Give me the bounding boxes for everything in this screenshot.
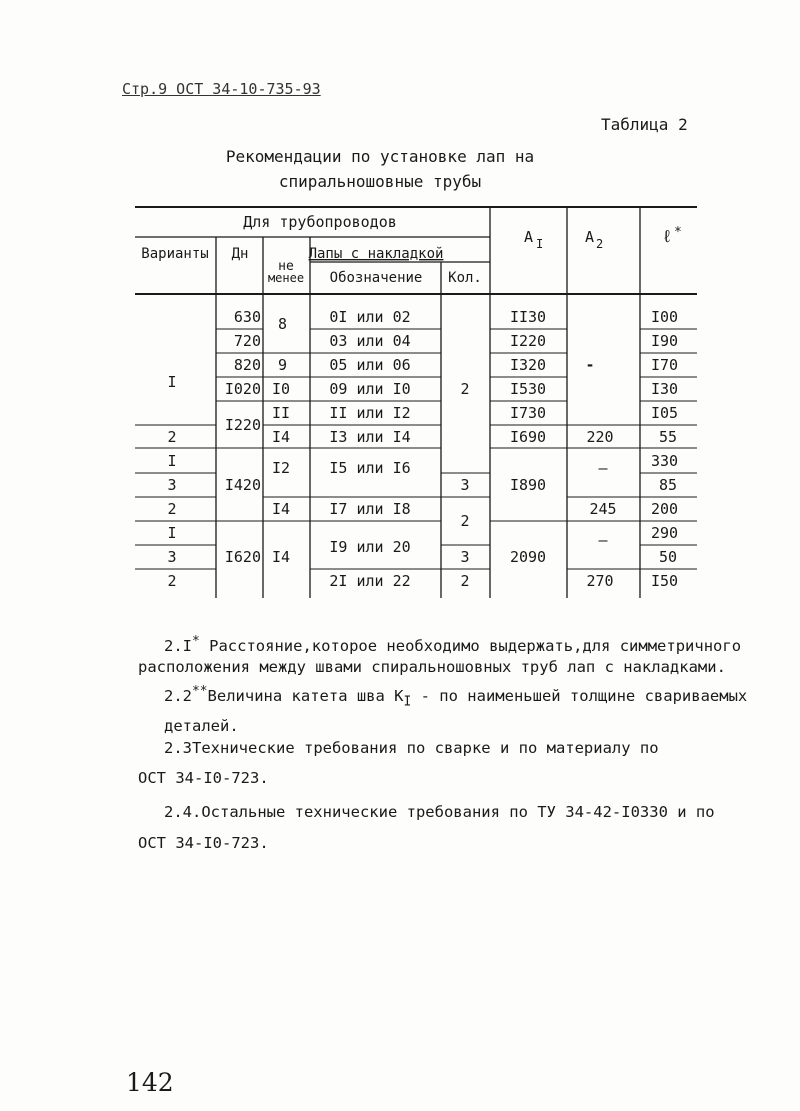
header-dn: Дн	[231, 246, 249, 262]
l-cell: I90	[651, 332, 679, 350]
designation-cell: II или I2	[329, 404, 411, 422]
l-cell: 200	[651, 500, 679, 518]
qty-cell: 3	[460, 476, 470, 494]
l-cell: 290	[651, 524, 679, 542]
designation-cell: I7 или I8	[329, 500, 411, 518]
h-cell: II	[272, 404, 291, 422]
a1-cell: I690	[509, 428, 547, 446]
a1-cell: II30	[509, 308, 547, 326]
l-cell: I70	[651, 356, 679, 374]
dn-cell: I020	[224, 380, 261, 398]
a2-cell: —	[598, 459, 608, 477]
a1-cell: I220	[509, 332, 547, 350]
a1-cell: I320	[509, 356, 547, 374]
note-text: Остальные технические требования по ТУ 34-42-I0330 и по	[201, 803, 715, 821]
header-h-line-1: не	[278, 259, 294, 274]
l-cell: 55	[659, 428, 678, 446]
qty-cell: 3	[460, 548, 470, 566]
l-cell: I50	[651, 572, 679, 590]
variant-cell: I	[167, 524, 177, 542]
header-a2: A	[585, 228, 595, 246]
note-mark: *	[192, 634, 200, 649]
h-cell: I2	[272, 459, 291, 477]
header-h-line-2: менее	[267, 271, 305, 285]
l-cell: I00	[651, 308, 679, 326]
h-cell: I0	[272, 380, 291, 398]
note-number: 2.4.	[164, 803, 202, 821]
header-qty: Кол.	[448, 270, 482, 286]
note-text: Технические требования по сварке и по материалу по	[192, 739, 659, 757]
designation-cell: 03 или 04	[329, 332, 411, 350]
l-cell: 330	[651, 452, 679, 470]
header-variants: Варианты	[141, 246, 209, 262]
l-cell: 50	[659, 548, 678, 566]
dn-cell: I420	[224, 476, 261, 494]
header-a1-subscript: I	[536, 237, 544, 251]
variant-cell: 2	[167, 500, 177, 518]
variant-cell: I	[167, 452, 177, 470]
designation-cell: I9 или 20	[329, 538, 411, 556]
designation-cell: 0I или 02	[329, 308, 411, 326]
dn-cell: 720	[233, 332, 261, 350]
note-2-2	[164, 680, 759, 738]
table-caption-line-1: Рекомендации по установке лап на	[225, 147, 535, 166]
header-l-superscript: *	[674, 225, 682, 240]
note-text: Величина катета шва К	[207, 687, 404, 706]
header-group-label: Для трубопроводов	[243, 213, 397, 231]
note-subscript: I	[403, 694, 412, 710]
a2-cell: 245	[589, 500, 617, 518]
a1-cell: 2090	[509, 548, 547, 566]
a2-cell: 220	[586, 428, 614, 446]
h-cell: I4	[272, 428, 291, 446]
a1-cell: I730	[509, 404, 547, 422]
designation-cell: I5 или I6	[329, 459, 411, 477]
designation-cell: 05 или 06	[329, 356, 411, 374]
note-text: Расстояние,которое необходимо выдержать,для симметричного	[209, 637, 742, 656]
note-2-1-line-1	[164, 630, 741, 658]
note-number: 2.I	[164, 637, 192, 656]
h-cell: 8	[278, 315, 288, 333]
note-2-4-line-2: ОСТ 34-I0-723.	[138, 834, 269, 852]
variant-cell: 3	[167, 548, 177, 566]
designation-cell: 09 или I0	[329, 380, 411, 398]
a2-cell: —	[598, 531, 608, 549]
designation-cell: I3 или I4	[329, 428, 411, 446]
a1-cell: I890	[509, 476, 547, 494]
qty-cell: 2	[460, 572, 470, 590]
note-number: 2.3	[164, 739, 192, 757]
designation-cell: 2I или 22	[329, 572, 411, 590]
header-lugs-with-plate: Лапы с накладкой	[308, 246, 444, 262]
dn-cell: 820	[233, 356, 261, 374]
dn-cell: I220	[224, 416, 261, 434]
variant-cell: 2	[167, 572, 177, 590]
header-a2-subscript: 2	[596, 237, 604, 251]
qty-cell: 2	[460, 512, 470, 530]
note-2-3-line-1	[164, 736, 659, 760]
header-a1: A	[524, 228, 534, 246]
document-header: Стр.9 ОСТ 34-10-735-93	[122, 80, 321, 98]
table-caption-line-2: спиральношовные трубы	[278, 172, 482, 191]
variant-cell: I	[167, 373, 177, 391]
qty-cell: 2	[460, 380, 470, 398]
a2-cell: -	[585, 356, 595, 374]
dn-cell: 630	[233, 308, 261, 326]
page-number: 142	[126, 1068, 174, 1097]
l-cell: 85	[659, 476, 678, 494]
variant-cell: 2	[167, 428, 177, 446]
note-number: 2.2	[164, 687, 192, 706]
dn-cell: I620	[224, 548, 261, 566]
table-label: Таблица 2	[601, 115, 688, 134]
variant-cell: 3	[167, 476, 177, 494]
h-cell: I4	[272, 500, 291, 518]
note-2-3-line-2: ОСТ 34-I0-723.	[138, 769, 269, 787]
a2-cell: 270	[586, 572, 614, 590]
note-mark: **	[192, 684, 208, 699]
header-l: ℓ	[662, 227, 673, 247]
note-2-1-line-2: расположения между швами спиральношовных труб лап с накладками.	[138, 658, 726, 676]
l-cell: I05	[651, 404, 679, 422]
h-cell: 9	[278, 356, 288, 374]
h-cell: I4	[272, 548, 291, 566]
a1-cell: I530	[509, 380, 547, 398]
l-cell: I30	[651, 380, 679, 398]
note-text: - по наименьшей толщине свариваемых деталей.	[164, 687, 748, 736]
header-designation: Обозначение	[329, 270, 423, 286]
note-2-4-line-1	[164, 800, 715, 824]
